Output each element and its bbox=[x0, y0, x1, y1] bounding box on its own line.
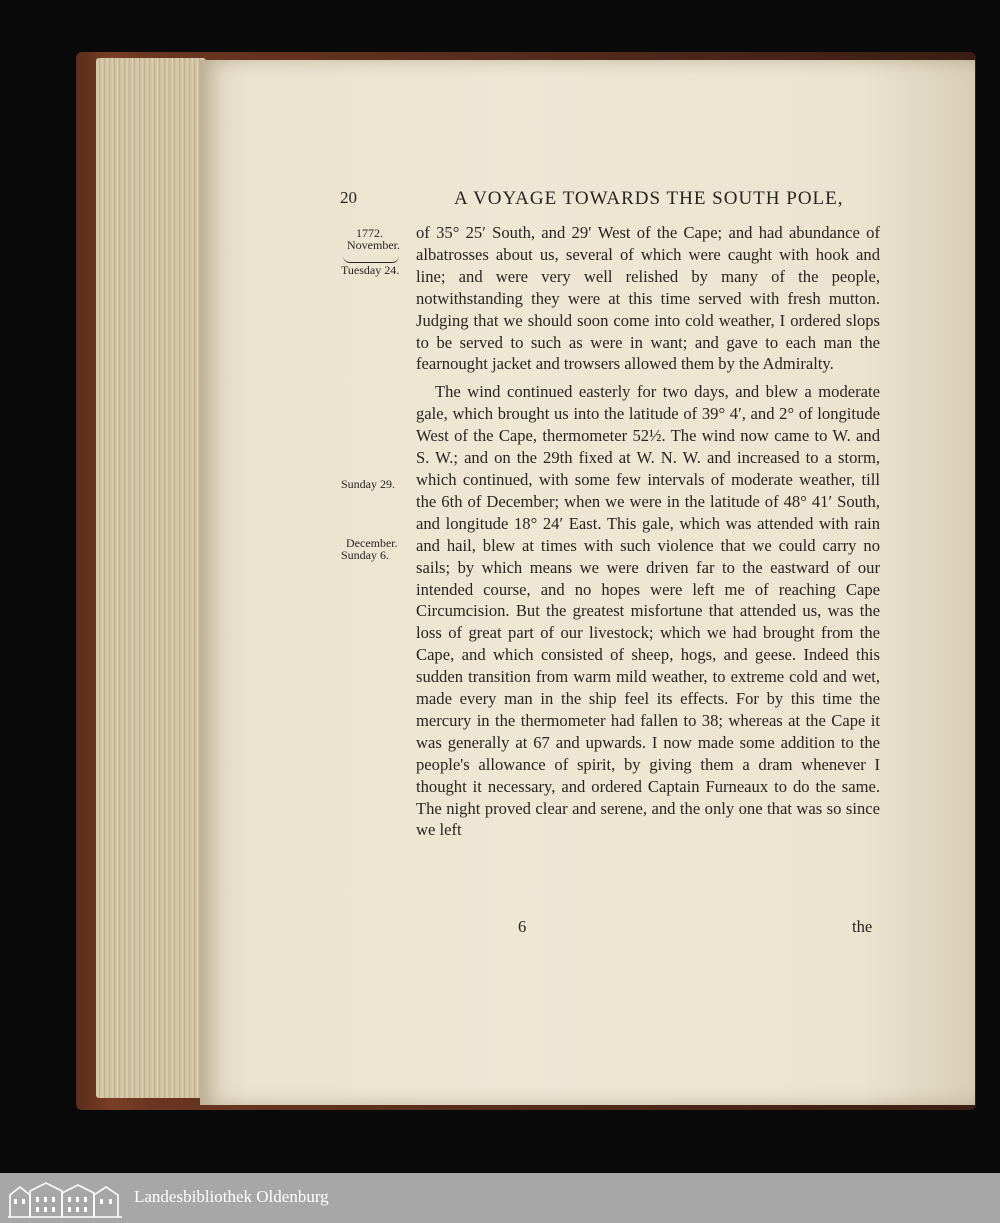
page-edges bbox=[96, 58, 206, 1098]
margin-month-december: December. bbox=[346, 536, 398, 550]
paragraph-2: The wind continued easterly for two days, and blew a moderate gale, which brought us into the latitude of 39° 4′, and 2° of longitude West of the Cape, thermometer 52½. The wind now came to W. and S. W.; and on the 29th fixed at W. N. W. and increased to a storm, which continued, with some few intervals of moderate weather, till the 6th of December; when we were in the latitude of 48° 41′ South, and longitude 18° 24′ East. This gale, which was attended with rain and hail, blew at times with such violence that we could carry no sails; by which means we were driven far to the eastward of our intended course, and no hopes were left me of reaching Cape Circumcision. But the greatest misfortune that attended us, was the loss of great part of our livestock; which we had brought from the Cape, and which consisted of sheep, hogs, and geese. Indeed this sudden transition from warm mild weather, to extreme cold and wet, made every man in the ship feel its effects. For by this time the mercury in the thermometer had fallen to 38; whereas at the Cape it was generally at 67 and upwards. I now made some addition to the people's allowance of spirit, by giving them a dram whenever I thought it necessary, and ordered Captain Furneaux to do the same. The night proved clear and serene, and the only one that was so since we left bbox=[416, 382, 880, 840]
paragraph-1: of 35° 25′ South, and 29′ West of the Cape; and had abundance of albatrosses about us, several of which were caught with hook and line; and were very well relished by many of the people, notwithstanding they were at this time served with fresh mutton. Judging that we should soon come into cold weather, I ordered slops to be served to such as were in want; and gave to each man the fearnought jacket and trowsers allowed them by the Admiralty. bbox=[416, 223, 880, 374]
body-text bbox=[416, 222, 880, 841]
margin-day-sunday-29: Sunday 29. bbox=[341, 477, 395, 491]
running-head: A VOYAGE TOWARDS THE SOUTH POLE, bbox=[454, 188, 844, 209]
footer-label: Landesbibliothek Oldenburg bbox=[134, 1187, 329, 1206]
margin-month-november: November. bbox=[347, 238, 400, 252]
footer-bar bbox=[0, 1173, 1000, 1223]
margin-day-tuesday: Tuesday 24. bbox=[341, 263, 400, 277]
margin-year: 1772. bbox=[356, 226, 383, 240]
catchword: the bbox=[852, 917, 873, 936]
page-number: 20 bbox=[340, 188, 357, 207]
signature-mark: 6 bbox=[518, 917, 527, 936]
margin-brace bbox=[343, 256, 399, 263]
margin-day-sunday-6: Sunday 6. bbox=[341, 548, 389, 562]
library-building-icon bbox=[6, 1177, 124, 1219]
